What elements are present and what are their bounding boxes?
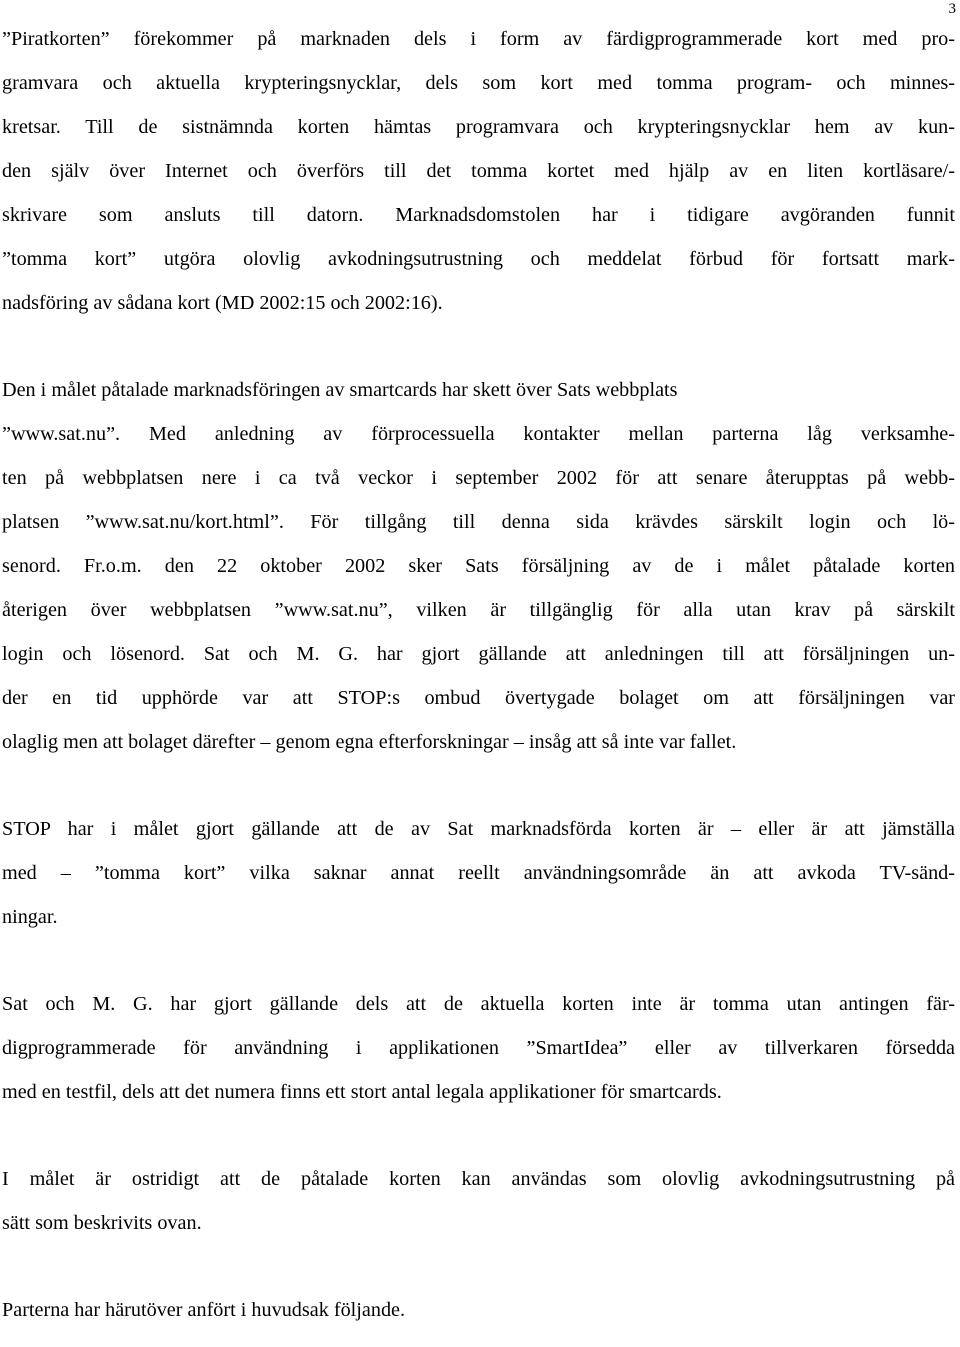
paragraph-pirate-cards [2,17,955,325]
paragraph-undisputed [2,1157,955,1245]
text-line: olaglig men att bolaget därefter – genom egna efterforskningar – insåg att så inte var fallet. [2,731,737,753]
text-line: den själv över Internet och överförs till det tomma kortet med hjälp av en liten kortläsare/- [2,160,955,182]
text-line: Den i målet påtalade marknadsföringen av smartcards har skett över Sats webbplats [2,379,678,401]
text-line: med en testfil, dels att det numera finns ett stort antal legala applikationer för smartcards. [2,1081,722,1103]
body-text [2,17,955,1332]
text-line: Sat och M. G. har gjort gällande dels att de aktuella korten inte är tomma utan antingen fär- [2,993,955,1015]
text-line: gramvara och aktuella krypteringsnycklar, dels som kort med tomma program- och minnes- [2,72,955,94]
page-number: 3 [948,1,956,17]
text-line: nadsföring av sådana kort (MD 2002:15 och 2002:16). [2,292,443,314]
paragraph-marketing-website [2,368,955,764]
text-line: I målet är ostridigt att de påtalade korten kan användas som olovlig avkodningsutrustning på [2,1168,955,1190]
text-line: sätt som beskrivits ovan. [2,1212,202,1234]
text-line: skrivare som ansluts till datorn. Marknadsdomstolen har i tidigare avgöranden funnit [2,204,955,226]
text-line: kretsar. Till de sistnämnda korten hämtas programvara och krypteringsnycklar hem av kun- [2,116,955,138]
text-line: ”Piratkorten” förekommer på marknaden dels i form av färdigprogrammerade kort med pro- [2,28,955,50]
text-line: der en tid upphörde var att STOP:s ombud övertygade bolaget om att försäljningen var [2,687,955,709]
text-line: digprogrammerade för användning i applikationen ”SmartIdea” eller av tillverkaren försedda [2,1037,955,1059]
text-line: ningar. [2,906,58,928]
text-line: Parterna har härutöver anfört i huvudsak följande. [2,1299,406,1321]
text-line: med – ”tomma kort” vilka saknar annat reellt användningsområde än att avkoda TV-sänd- [2,862,955,884]
paragraph-stop-claims [2,807,955,939]
paragraph-sat-claims [2,982,955,1114]
text-line: ”www.sat.nu”. Med anledning av förprocessuella kontakter mellan parterna låg verksamhe- [2,423,955,445]
paragraph-parties [2,1288,955,1332]
text-line: STOP har i målet gjort gällande att de av Sat marknadsförda korten är – eller är att jämställa [2,818,955,840]
text-line: ”tomma kort” utgöra olovlig avkodningsutrustning och meddelat förbud för fortsatt mark- [2,248,955,270]
text-line: login och lösenord. Sat och M. G. har gjort gällande att anledningen till att försäljningen un- [2,643,955,665]
text-line: återigen över webbplatsen ”www.sat.nu”, vilken är tillgänglig för alla utan krav på särskilt [2,599,955,621]
text-line: senord. Fr.o.m. den 22 oktober 2002 sker Sats försäljning av de i målet påtalade korten [2,555,955,577]
text-line: platsen ”www.sat.nu/kort.html”. För tillgång till denna sida krävdes särskilt login och lö- [2,511,955,533]
text-line: ten på webbplatsen nere i ca två veckor i september 2002 för att senare återupptas på webb- [2,467,955,489]
